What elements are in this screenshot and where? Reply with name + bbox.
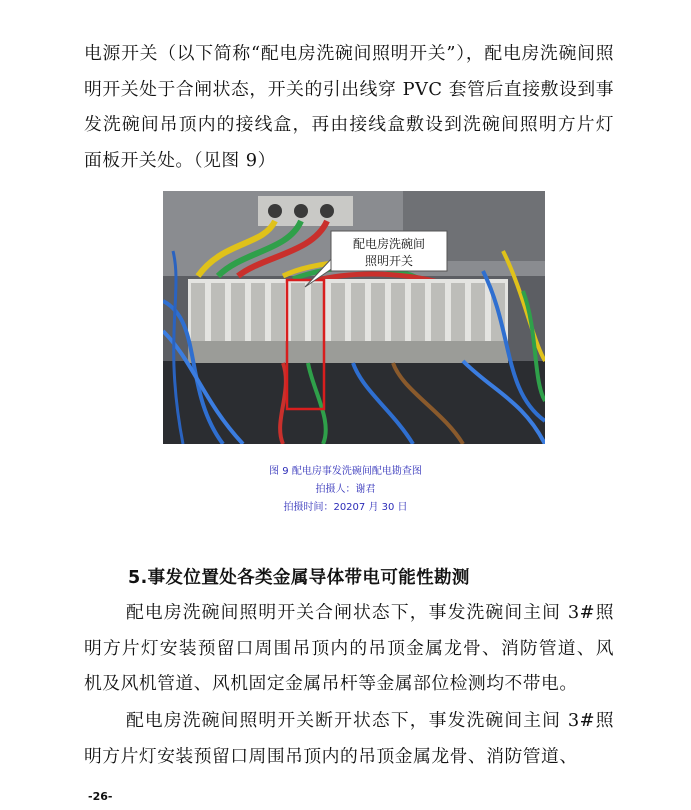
paragraph-switch-closed: 配电房洗碗间照明开关合闸状态下，事发洗碗间主间 3#照明方片灯安装预留口周围吊顶内的吊顶金属龙骨、消防管道、风机及风机管道、风机固定金属吊杆等金属部位检测均不带电。 — [84, 602, 614, 694]
figure-caption: 图 9 配电房事发洗碗间配电勘查图 — [269, 466, 422, 477]
photo-illustration — [163, 191, 545, 444]
distribution-board-photo — [163, 191, 545, 444]
callout-line-1: 配电房洗碗间 — [352, 237, 426, 251]
section-heading: 5.事发位置处各类金属导体带电可能性勘测 — [128, 568, 470, 588]
callout-line-2: 照明开关 — [364, 254, 414, 268]
figure-photo-time: 拍摄时间：20207 月 30 日 — [283, 502, 408, 513]
paragraph-intro: 电源开关（以下简称“配电房洗碗间照明开关”），配电房洗碗间照明开关处于合闸状态，开关的引出线穿 PVC 套管后直接敷设到事发洗碗间吊顶内的接线盒，再由接线盒敷设到洗碗间照明方片灯面板开关处。（见图 9） — [84, 43, 614, 171]
page-number: -26- — [88, 790, 113, 803]
paragraph-switch-open: 配电房洗碗间照明开关断开状态下，事发洗碗间主间 3#照明方片灯安装预留口周围吊顶内的吊顶金属龙骨、消防管道、 — [84, 710, 614, 767]
figure-photographer: 拍摄人：谢君 — [315, 484, 376, 495]
